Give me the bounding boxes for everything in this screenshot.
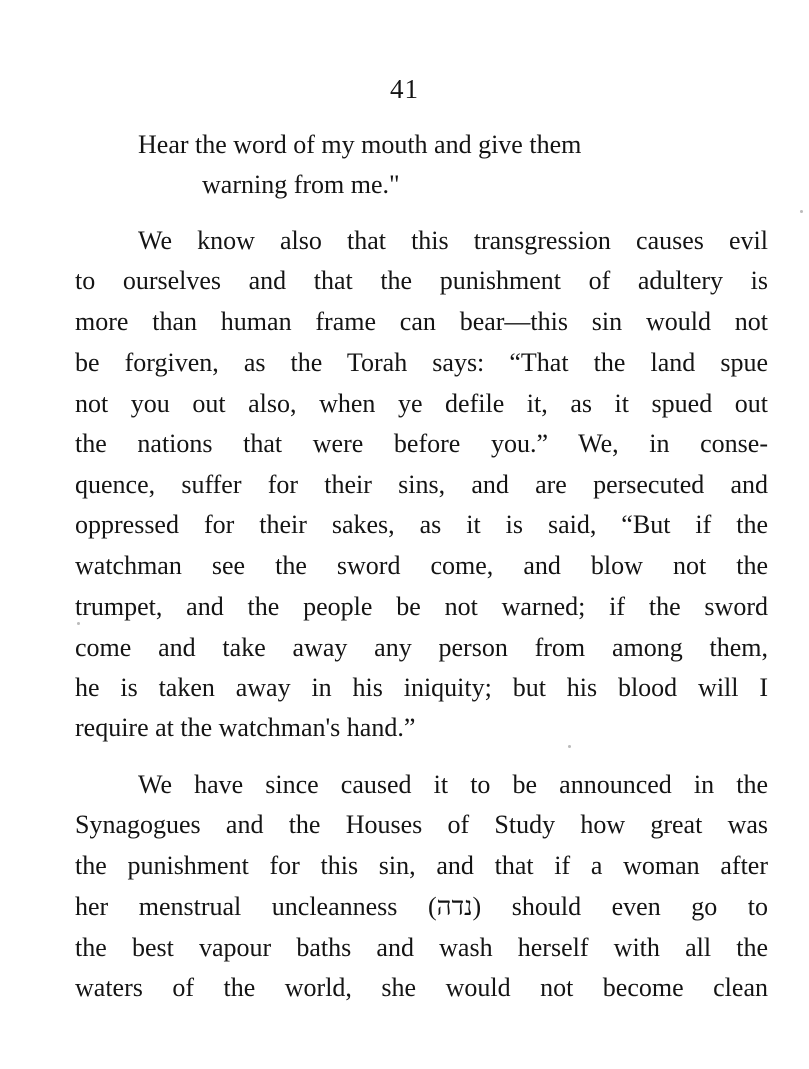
paragraph-1-line-4: be forgiven, as the Torah says: “That the land spue <box>75 348 768 377</box>
paragraph-1-line-11: come and take away any person from among them, <box>75 633 768 662</box>
paragraph-2-line-5: the best vapour baths and wash herself with all the <box>75 933 768 962</box>
quote-line-1: Hear the word of my mouth and give them <box>138 130 582 159</box>
paper-speck <box>568 745 571 748</box>
paragraph-1-line-13: require at the watchman's hand.” <box>75 713 416 742</box>
paragraph-2-line-6: waters of the world, she would not become clean <box>75 973 768 1002</box>
paragraph-1-line-10: trumpet, and the people be not warned; if the sword <box>75 592 768 621</box>
page-number: 41 <box>390 74 419 104</box>
paragraph-1-line-12: he is taken away in his iniquity; but his blood will I <box>75 673 768 702</box>
paragraph-1-line-9: watchman see the sword come, and blow not the <box>75 551 768 580</box>
paragraph-1-line-8: oppressed for their sakes, as it is said, “But if the <box>75 510 768 539</box>
paragraph-1-line-5: not you out also, when ye defile it, as it spued out <box>75 389 768 418</box>
paragraph-1-line-7: quence, suffer for their sins, and are persecuted and <box>75 470 768 499</box>
paragraph-1-line-1: We know also that this transgression causes evil <box>138 226 768 255</box>
paragraph-2-line-4: her menstrual uncleanness (נדה) should even go to <box>75 892 768 921</box>
paragraph-1-line-3: more than human frame can bear—this sin would not <box>75 307 768 336</box>
quote-line-2: warning from me." <box>202 170 400 199</box>
paragraph-1-line-6: the nations that were before you.” We, in conse- <box>75 429 768 458</box>
paragraph-1-line-2: to ourselves and that the punishment of adultery is <box>75 266 768 295</box>
paper-speck <box>800 210 803 213</box>
paragraph-2-line-2: Synagogues and the Houses of Study how great was <box>75 810 768 839</box>
paragraph-2-line-3: the punishment for this sin, and that if a woman after <box>75 851 768 880</box>
paper-speck <box>77 622 80 625</box>
paragraph-2-line-1: We have since caused it to be announced in the <box>138 770 768 799</box>
